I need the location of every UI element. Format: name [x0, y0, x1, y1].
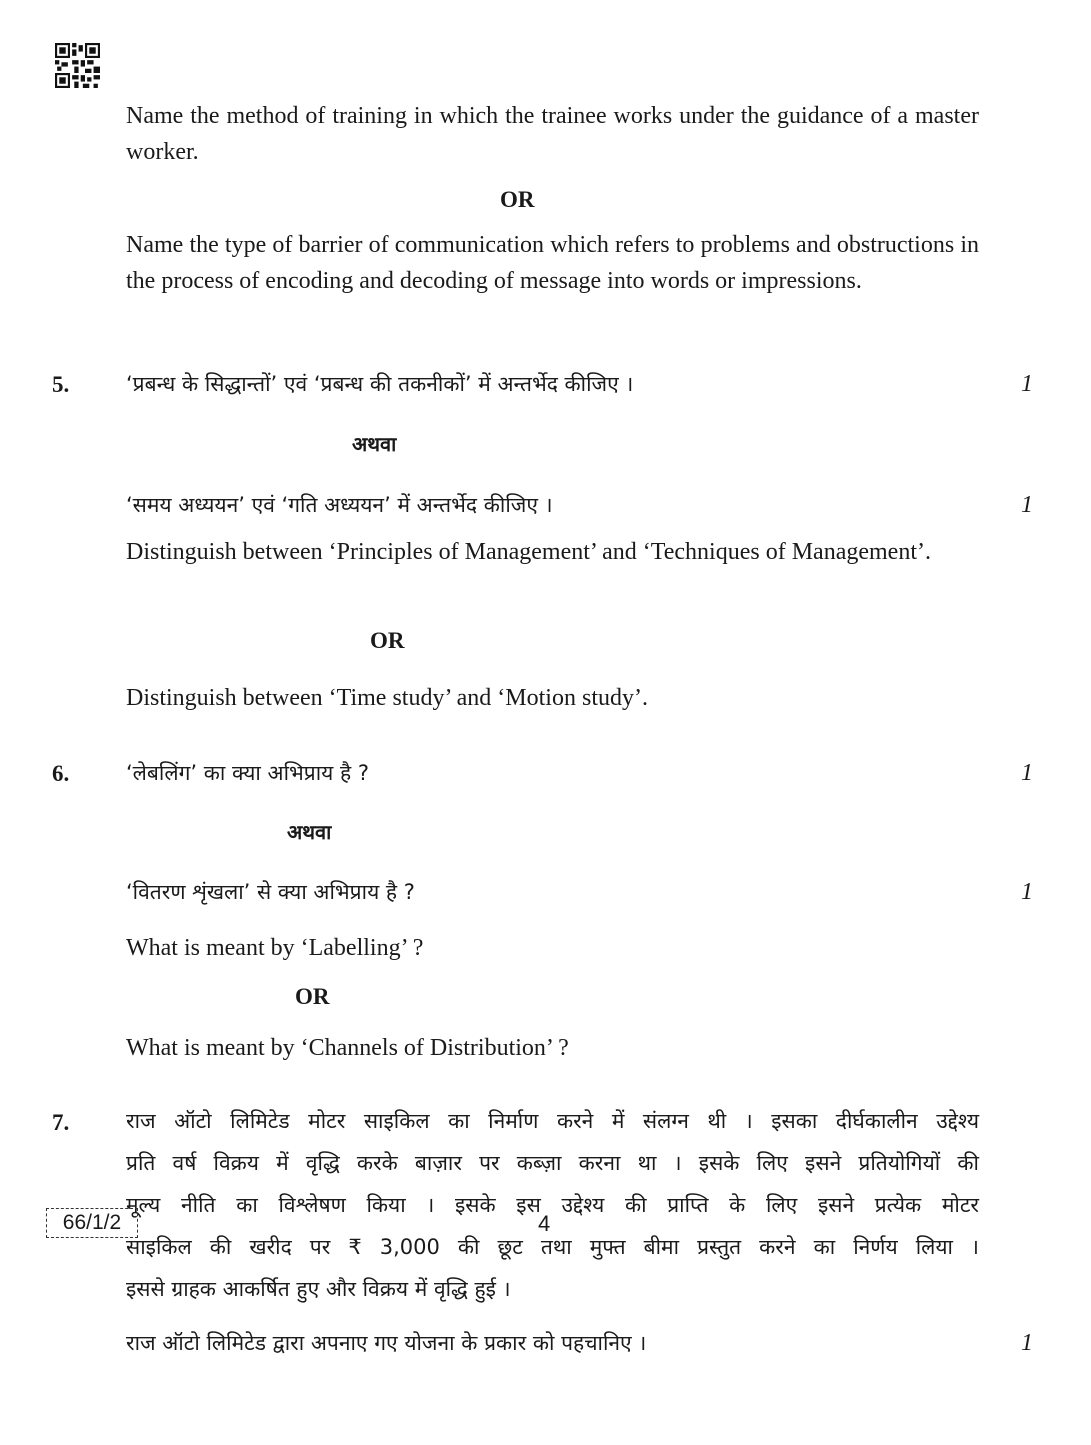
- q6-athva-label: अथवा: [287, 820, 332, 844]
- q5-or-label: OR: [370, 628, 405, 653]
- q5-athva-label: अथवा: [352, 432, 397, 456]
- q7-hindi-line-3: मूल्य नीति का विश्लेषण किया । इसके इस उद्देश्य की प्राप्ति के लिए इसने प्रत्येक मोटर: [126, 1193, 979, 1217]
- q4-english-alt-text: Name the type of barrier of communication which refers to problems and obstructions in the process of encoding and decoding of message into words or impressions.: [126, 232, 979, 294]
- page-number: 4: [538, 1211, 551, 1236]
- question-number-6: 6.: [52, 761, 70, 786]
- q6-english-alt-text: What is meant by ‘Channels of Distribution’ ?: [126, 1035, 569, 1061]
- q7-hindi-line-5: इससे ग्राहक आकर्षित हुए और विक्रय में वृद्धि हुई ।: [126, 1277, 511, 1301]
- q5-hindi-alt-mark: 1: [1021, 492, 1033, 518]
- q5-hindi-mark: 1: [1021, 371, 1033, 397]
- qr-code-icon: [55, 43, 100, 88]
- question-number-7: 7.: [52, 1110, 70, 1135]
- question-number-5: 5.: [52, 372, 70, 397]
- q7-hindi-line-1: राज ऑटो लिमिटेड मोटर साइकिल का निर्माण करने में संलग्न थी । इसका दीर्घकालीन उद्देश्य: [126, 1109, 979, 1133]
- q7-hindi-line-2: प्रति वर्ष विक्रय में वृद्धि करके बाज़ार पर कब्ज़ा करना था । इसके लिए इसने प्रतियोगियों की: [126, 1151, 979, 1175]
- q6-hindi-mark: 1: [1021, 760, 1033, 786]
- q6-hindi-alt-mark: 1: [1021, 879, 1033, 905]
- q7-hindi-line-4: साइकिल की खरीद पर ₹ 3,000 की छूट तथा मुफ्त बीमा प्रस्तुत करने का निर्णय लिया ।: [126, 1235, 979, 1259]
- q7-hindi-question: राज ऑटो लिमिटेड द्वारा अपनाए गए योजना के प्रकार को पहचानिए ।: [126, 1331, 647, 1355]
- q5-english-text: Distinguish between ‘Principles of Management’ and ‘Techniques of Management’.: [126, 539, 931, 565]
- q5-english-alt-text: Distinguish between ‘Time study’ and ‘Motion study’.: [126, 685, 648, 711]
- q6-or-label: OR: [295, 984, 330, 1009]
- q6-hindi-alt-text: ‘वितरण शृंखला’ से क्या अभिप्राय है ?: [126, 880, 415, 904]
- q7-hindi-question-mark: 1: [1021, 1330, 1033, 1356]
- q5-hindi-alt-text: ‘समय अध्ययन’ एवं ‘गति अध्ययन’ में अन्तर्भेद कीजिए ।: [126, 493, 553, 517]
- q4-or-label: OR: [500, 187, 535, 212]
- paper-code-box: 66/1/2: [46, 1208, 138, 1238]
- q6-hindi-text: ‘लेबलिंग’ का क्या अभिप्राय है ?: [126, 761, 369, 785]
- q5-hindi-text: ‘प्रबन्ध के सिद्धान्तों’ एवं ‘प्रबन्ध की तकनीकों’ में अन्तर्भेद कीजिए ।: [126, 372, 634, 396]
- q6-english-text: What is meant by ‘Labelling’ ?: [126, 935, 424, 961]
- q4-english-text: Name the method of training in which the trainee works under the guidance of a master worker.: [126, 103, 979, 165]
